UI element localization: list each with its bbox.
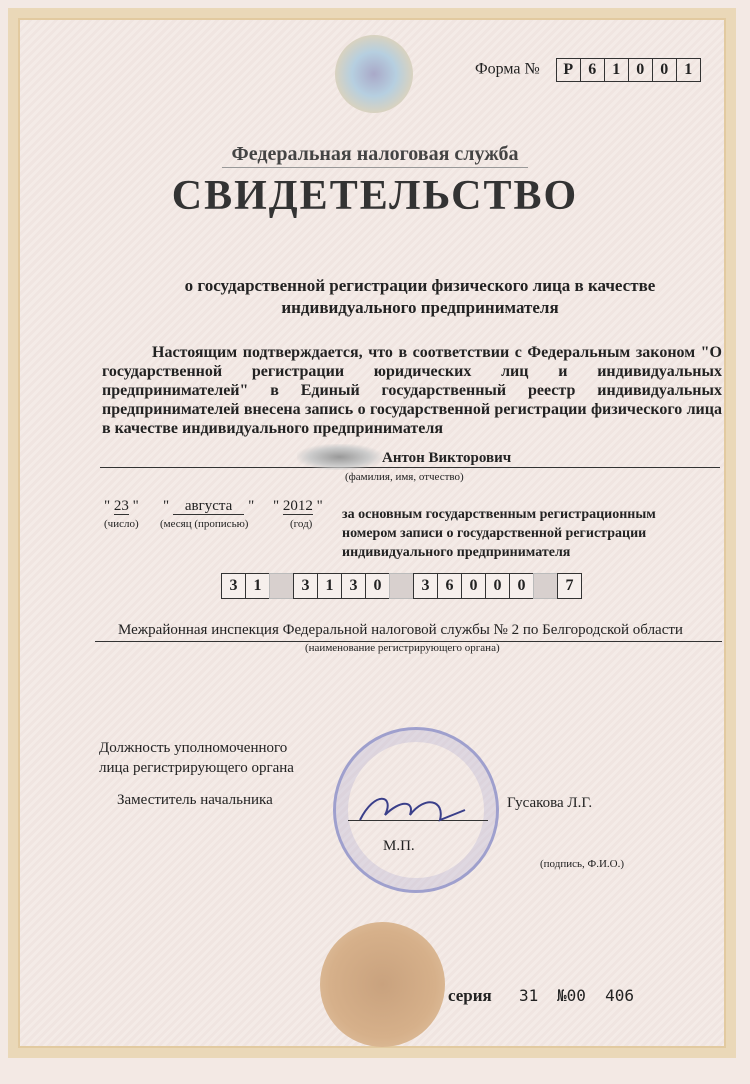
form-code-boxes — [556, 58, 701, 82]
ogrn-digit: 3 — [413, 573, 438, 599]
form-code-digit: 0 — [629, 59, 653, 81]
year-caption: (год) — [290, 518, 313, 530]
ogrn-text: за основным государственным регистрационным номером записи о государственной регистрации индивидуального предпринимателя — [342, 507, 656, 560]
redacted-surname — [297, 444, 382, 470]
hologram-emblem-icon — [335, 35, 413, 113]
form-number: Форма № Р 6 1 0 0 1 — [475, 58, 701, 82]
signature-caption: (подпись, Ф.И.О.) — [540, 858, 624, 870]
form-code-digit: 0 — [653, 59, 677, 81]
date-month: " августа " — [163, 498, 255, 514]
ogrn-digit: 0 — [509, 573, 534, 599]
signature-icon — [355, 790, 475, 830]
position-label: Должность уполномоченного лица регистрирующего органа — [99, 740, 294, 776]
day-caption: (число) — [104, 518, 139, 530]
position: Заместитель начальника — [117, 792, 273, 808]
signer-name: Гусакова Л.Г. — [507, 795, 593, 811]
document-title: СВИДЕТЕЛЬСТВО — [171, 173, 579, 219]
serial-number: №00 406 — [557, 986, 635, 1005]
ogrn-digit: 3 — [221, 573, 246, 599]
ogrn-digit: 0 — [365, 573, 390, 599]
name-caption: (фамилия, имя, отчество) — [345, 471, 464, 483]
ogrn-digit: 1 — [317, 573, 342, 599]
month-caption: (месяц (прописью) — [160, 518, 249, 530]
authority-name: Межрайонная инспекция Федеральной налоговой службы № 2 по Белгородской области — [118, 622, 683, 638]
ogrn-digit-redacted — [533, 573, 558, 599]
form-code-digit: 1 — [684, 61, 693, 78]
form-code-digit: 1 — [605, 59, 629, 81]
agency-name: Федеральная налоговая служба — [231, 143, 519, 165]
ogrn-digit: 3 — [341, 573, 366, 599]
date-day: " 23 " — [104, 498, 139, 514]
ogrn-digit-redacted — [269, 573, 294, 599]
form-code-digit: 6 — [581, 59, 605, 81]
serial-series: 31 — [519, 986, 539, 1005]
embossed-seal — [320, 922, 445, 1047]
body-text: Настоящим подтверждается, что в соответствии с Федеральным законом "О государственной регистрации юридических лиц и индивидуальных предпринимателей" в Единый государственный реестр индивидуальных предпринимателей внесена запись о государственной регистрации физического лица в качестве индивидуального предпринимателя — [102, 344, 722, 437]
serial-label: серия — [448, 986, 492, 1005]
ogrn-digit: 0 — [461, 573, 486, 599]
person-name: Антон Викторович — [382, 450, 512, 466]
ogrn-digit: 6 — [437, 573, 462, 599]
ogrn-digit: 1 — [245, 573, 270, 599]
ogrn-digit-redacted — [389, 573, 414, 599]
ogrn-digit: 7 — [557, 573, 582, 599]
ogrn-boxes — [222, 573, 582, 599]
ogrn-digit: 3 — [293, 573, 318, 599]
form-code-digit: Р — [557, 59, 581, 81]
document-subtitle: о государственной регистрации физического лица в качестве индивидуального предпринимателя — [184, 276, 656, 317]
ogrn-digit: 0 — [485, 573, 510, 599]
authority-caption: (наименование регистрирующего органа) — [305, 642, 500, 654]
divider — [222, 167, 528, 168]
mp-label: М.П. — [383, 838, 415, 854]
date-year: " 2012 " — [273, 498, 323, 514]
name-line — [100, 467, 720, 468]
